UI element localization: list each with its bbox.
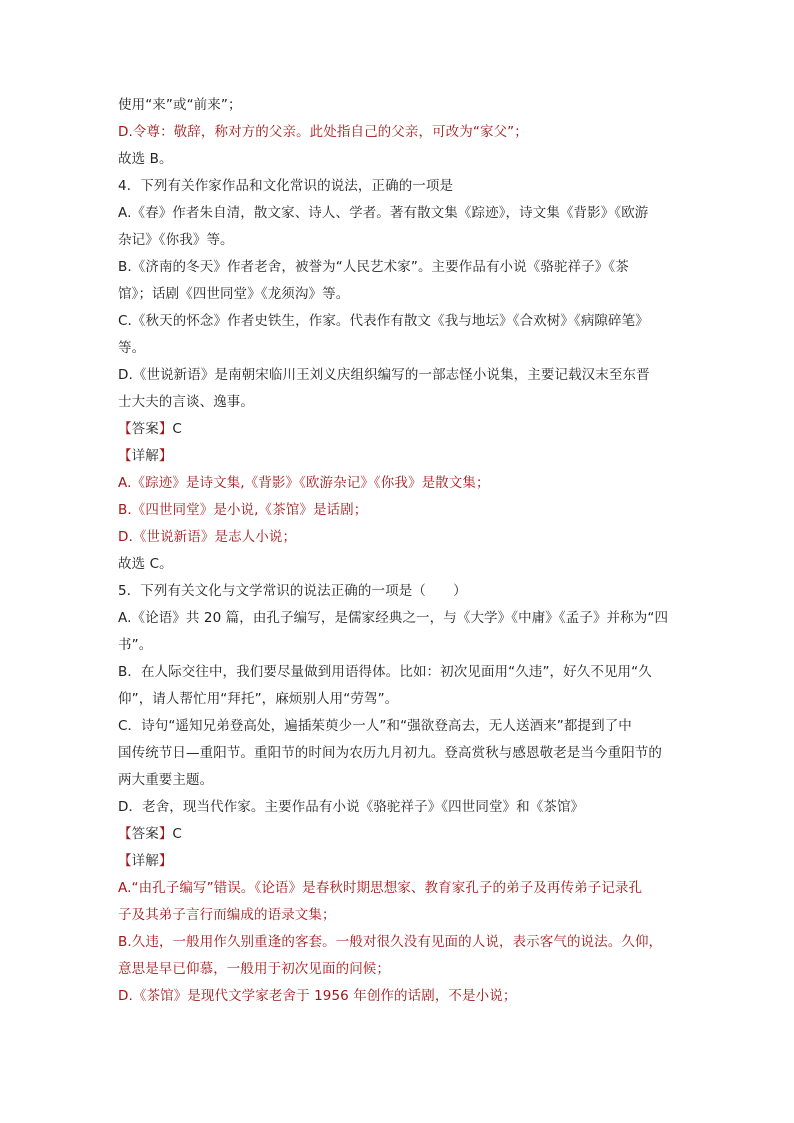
text-line: D.《茶馆》是现代文学家老舍于 1956 年创作的话剧，不是小说； [118,988,517,1004]
page-content [118,92,678,1010]
text-line: 4．下列有关作家作品和文化常识的说法，正确的一项是 [118,178,454,194]
text-line: 故选 B。 [118,151,173,167]
text-line: B.《四世同堂》是小说,《茶馆》是话剧； [118,502,368,518]
text-line: 仰”，请人帮忙用“拜托”，麻烦别人用“劳驾”。 [118,691,399,707]
section-label: 【详解】 [118,853,173,869]
section-label: 【详解】 [118,448,173,464]
section-label: 【答案】C [118,421,182,437]
text-line: 国传统节日—重阳节。重阳节的时间为农历九月初九。登高赏秋与感恩敬老是当今重阳节的 [118,745,662,761]
text-line: B．在人际交往中，我们要尽量做到用语得体。比如：初次见面用“久违”，好久不见用“久 [118,664,652,680]
text-line: 馆》；话剧《四世同堂》《龙须沟》等。 [118,286,350,302]
text-line: B.《济南的冬天》作者老舍，被誉为“人民艺术家”。主要作品有小说《骆驼祥子》《茶 [118,259,629,275]
text-line: 两大重要主题。 [118,772,214,788]
text-line: C．诗句“遥知兄弟登高处，遍插茱萸少一人”和“强欲登高去，无人送酒来”都提到了中 [118,718,632,734]
text-line: 5．下列有关文化与文学常识的说法正确的一项是（ ） [118,583,467,599]
text-line: 书”。 [118,637,153,653]
text-line: 使用“来”或“前来”； [118,97,242,113]
text-line: D.《世说新语》是南朝宋临川王刘义庆组织编写的一部志怪小说集，主要记载汉末至东晋 [118,367,650,383]
text-line: C.《秋天的怀念》作者史铁生，作家。代表作有散文《我与地坛》《合欢树》《病隙碎笔》 [118,313,649,329]
text-line: 士大夫的言谈、逸事。 [118,394,254,410]
text-line: A.《踪迹》是诗文集,《背影》《欧游杂记》《你我》是散文集； [118,475,490,491]
text-line: D.《世说新语》是志人小说； [118,529,297,545]
text-line: 等。 [118,340,146,356]
text-line: A.《春》作者朱自清，散文家、诗人、学者。著有散文集《踪迹》，诗文集《背影》《欧游 [118,205,649,221]
text-line: A.“由孔子编写”错误。《论语》是春秋时期思想家、教育家孔子的弟子及再传弟子记录孔 [118,880,643,896]
text-line: A.《论语》共 20 篇，由孔子编写，是儒家经典之一，与《大学》《中庸》《孟子》并称为“四 [118,610,669,626]
text-line: 子及其弟子言行而编成的语录文集； [118,907,336,923]
section-label: 【答案】C [118,826,182,842]
text-line: B.久违，一般用作久别重逢的客套。一般对很久没有见面的人说，表示客气的说法。久仰， [118,934,663,950]
text-line: D.令尊：敬辞，称对方的父亲。此处指自己的父亲，可改为“家父”； [118,124,528,140]
text-line: 意思是早已仰慕，一般用于初次见面的问候； [118,961,390,977]
text-line: 故选 C。 [118,556,173,572]
text-line: 杂记》《你我》等。 [118,232,234,248]
text-line: D．老舍，现当代作家。主要作品有小说《骆驼祥子》《四世同堂》和《茶馆》 [118,799,585,815]
